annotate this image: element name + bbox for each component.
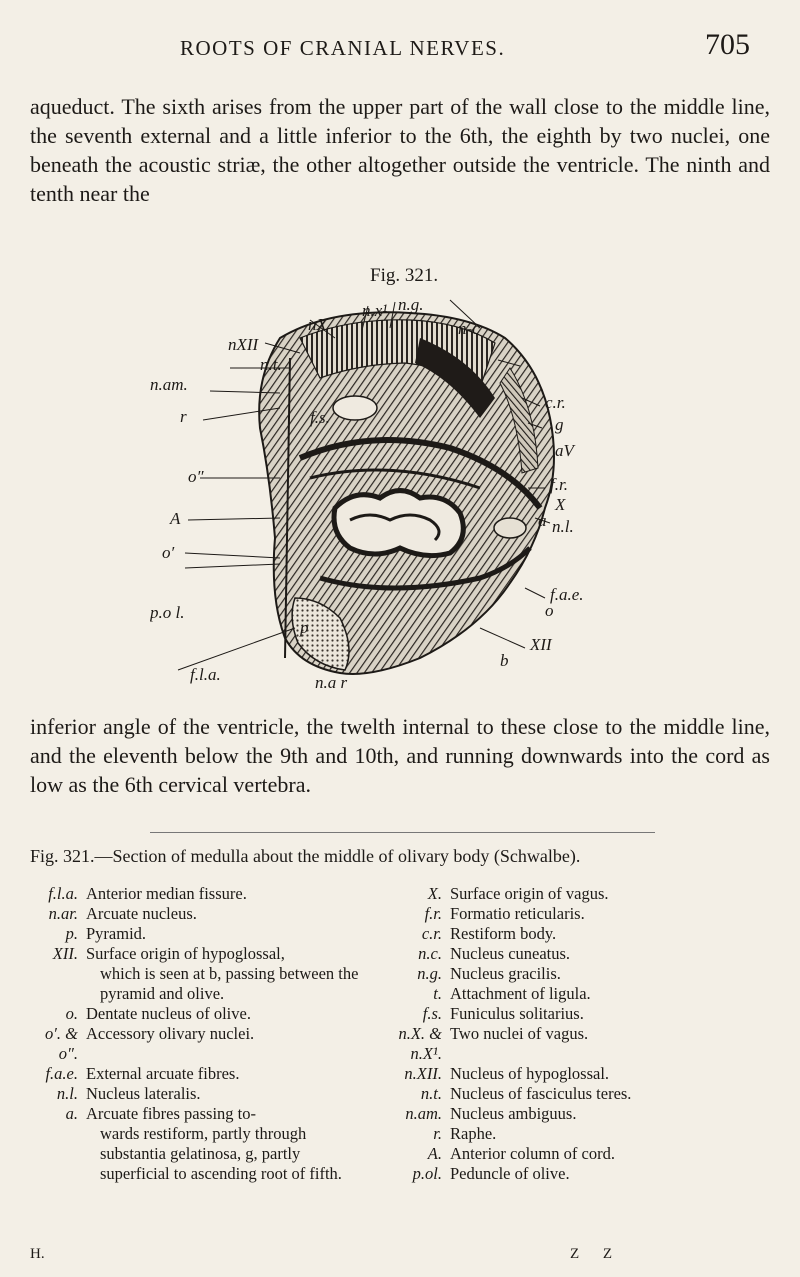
body-paragraph-bottom: inferior angle of the ventricle, the twelth internal to these close to the middle line, and the eleventh below the 9th and 10th, and running downwards into the cord as low as the 6th cervical vertebra. — [30, 714, 770, 797]
legend-abbr: p. — [65, 924, 78, 943]
legend-entry — [30, 1084, 360, 1104]
label-nar: n.a r — [315, 673, 348, 690]
legend-entry — [30, 1064, 360, 1084]
label-a: a — [538, 511, 547, 530]
medulla-illustration — [150, 298, 650, 690]
legend-desc: Raphe. — [450, 1124, 497, 1143]
label-r: r — [180, 407, 187, 426]
running-header — [110, 28, 760, 68]
legend-entry — [380, 884, 775, 904]
legend-entry — [30, 884, 360, 904]
legend-desc: Nucleus of fasciculus teres. — [450, 1084, 632, 1103]
legend-abbr: n.c. — [418, 944, 442, 963]
label-A: A — [170, 509, 181, 528]
legend-abbr: XII. — [52, 944, 78, 963]
legend-entry — [380, 1004, 775, 1024]
legend-right-column — [380, 884, 775, 1184]
legend-abbr: A. — [427, 1144, 442, 1163]
label-xii: XII — [530, 635, 552, 654]
legend-entry — [380, 1084, 775, 1104]
legend-entry — [380, 1124, 775, 1144]
label-aV: aV — [555, 441, 574, 460]
legend-entry — [380, 1104, 775, 1124]
legend-left-column — [30, 884, 360, 1184]
legend-desc: Anterior median fissure. — [86, 884, 247, 903]
legend-desc — [86, 944, 360, 1004]
legend-abbr: f.r. — [424, 904, 442, 923]
legend-desc: Surface origin of vagus. — [450, 884, 609, 903]
legend-entry — [380, 1144, 775, 1164]
label-cr: c.r. — [545, 393, 566, 412]
label-nl: n.l. — [552, 517, 574, 536]
label-g: g — [555, 415, 564, 434]
legend-abbr: f.s. — [422, 1004, 442, 1023]
legend-abbr: n.ar. — [48, 904, 78, 923]
label-nX: nX — [308, 315, 327, 334]
legend-desc: Nucleus ambiguus. — [450, 1104, 577, 1123]
legend-desc: Nucleus gracilis. — [450, 964, 561, 983]
legend-desc-line: Surface origin of hypoglossal, — [86, 944, 285, 963]
legend-desc: Funiculus solitarius. — [450, 1004, 584, 1023]
legend-abbr: r. — [433, 1124, 442, 1143]
label-nXII: nXII — [228, 335, 259, 354]
legend-entry — [380, 904, 775, 924]
legend-desc: Nucleus lateralis. — [86, 1084, 201, 1103]
legend-desc — [86, 1104, 360, 1184]
legend-abbr: p.ol. — [412, 1164, 442, 1183]
label-fr: f.r. — [550, 475, 568, 494]
label-ng: n.g. — [398, 298, 424, 314]
legend-desc: Pyramid. — [86, 924, 147, 943]
label-nam: n.am. — [150, 375, 188, 394]
legend-abbr: f.a.e. — [45, 1064, 78, 1083]
legend-desc: Accessory olivary nuclei. — [86, 1024, 255, 1043]
label-fs: f.s. — [310, 408, 330, 427]
legend-entry — [380, 1024, 775, 1064]
signature-right: Z Z — [570, 1246, 623, 1262]
legend-abbr: n.X. & n.X¹. — [398, 1024, 442, 1063]
legend-desc: Restiform body. — [450, 924, 557, 943]
figure-label: Fig. 321. — [370, 265, 439, 286]
legend-desc: Dentate nucleus of olive. — [86, 1004, 251, 1023]
legend-entry — [30, 904, 360, 924]
legend-desc: Anterior column of cord. — [450, 1144, 615, 1163]
legend-entry — [30, 1024, 360, 1064]
legend-abbr: n.g. — [417, 964, 442, 983]
label-fae: f.a.e. — [550, 585, 584, 604]
legend-entry — [30, 924, 360, 944]
legend-desc: Peduncle of olive. — [450, 1164, 570, 1183]
legend-desc: Formatio reticularis. — [450, 904, 585, 923]
legend-abbr: n.t. — [420, 1084, 442, 1103]
label-nx1: n.x¹ — [362, 301, 388, 320]
label-o1: o′ — [162, 543, 175, 562]
legend-entry — [380, 1064, 775, 1084]
figure-caption: Fig. 321.—Section of medulla about the middle of olivary body (Schwalbe). — [30, 846, 581, 866]
legend-desc: Nucleus of hypoglossal. — [450, 1064, 610, 1083]
signature-left: H. — [30, 1246, 45, 1262]
divider-rule — [150, 832, 655, 833]
legend-abbr: a. — [65, 1104, 78, 1123]
legend-abbr: X. — [427, 884, 442, 903]
legend-abbr: t. — [433, 984, 442, 1003]
legend-abbr: o′. & o″. — [45, 1024, 78, 1063]
medulla-section-figure — [150, 298, 650, 690]
legend-abbr: n.l. — [56, 1084, 78, 1103]
legend-entry — [380, 944, 775, 964]
legend-entry — [30, 1104, 360, 1184]
legend-abbr: n.XII. — [404, 1064, 442, 1083]
label-nt: n.t. — [260, 355, 282, 374]
legend-desc-line: Arcuate fibres passing to- — [86, 1104, 256, 1123]
legend-desc-continuation: wards restiform, partly through substantia gelatinosa, g, partly superficial to ascending root of fifth. — [100, 1124, 342, 1183]
legend-entry — [380, 1164, 775, 1184]
legend-desc: Arcuate nucleus. — [86, 904, 197, 923]
label-pol: p.o l. — [150, 603, 185, 622]
legend-entry — [30, 1004, 360, 1024]
legend-abbr: n.am. — [405, 1104, 442, 1123]
label-fla: f.l.a. — [190, 665, 221, 684]
legend-desc: Attachment of ligula. — [450, 984, 591, 1003]
legend-entry — [380, 984, 775, 1004]
page-number: 705 — [705, 28, 750, 61]
legend-desc-continuation: which is seen at b, passing between the pyramid and olive. — [100, 964, 359, 1003]
label-nc: n-c — [458, 319, 480, 338]
body-paragraph-top: aqueduct. The sixth arises from the upper part of the wall close to the middle line, the seventh external and a little inferior to the 6th, the eighth by two nuclei, one beneath the acoustic striæ, the other altogether outside the ventricle. The ninth and tenth near the — [30, 94, 770, 206]
legend-desc: External arcuate fibres. — [86, 1064, 240, 1083]
label-o2: o″ — [188, 467, 204, 486]
label-p: p — [300, 618, 309, 637]
legend-abbr: f.l.a. — [48, 884, 78, 903]
label-o: o — [545, 601, 554, 620]
label-b: b — [500, 651, 509, 670]
legend-entry — [380, 964, 775, 984]
label-x: X — [555, 495, 566, 514]
legend-abbr: o. — [65, 1004, 78, 1023]
running-title: ROOTS OF CRANIAL NERVES. — [180, 36, 506, 60]
legend-desc: Nucleus cuneatus. — [450, 944, 571, 963]
legend-desc: Two nuclei of vagus. — [450, 1024, 589, 1043]
legend-entry — [30, 944, 360, 1004]
legend-abbr: c.r. — [421, 924, 442, 943]
legend-entry — [380, 924, 775, 944]
